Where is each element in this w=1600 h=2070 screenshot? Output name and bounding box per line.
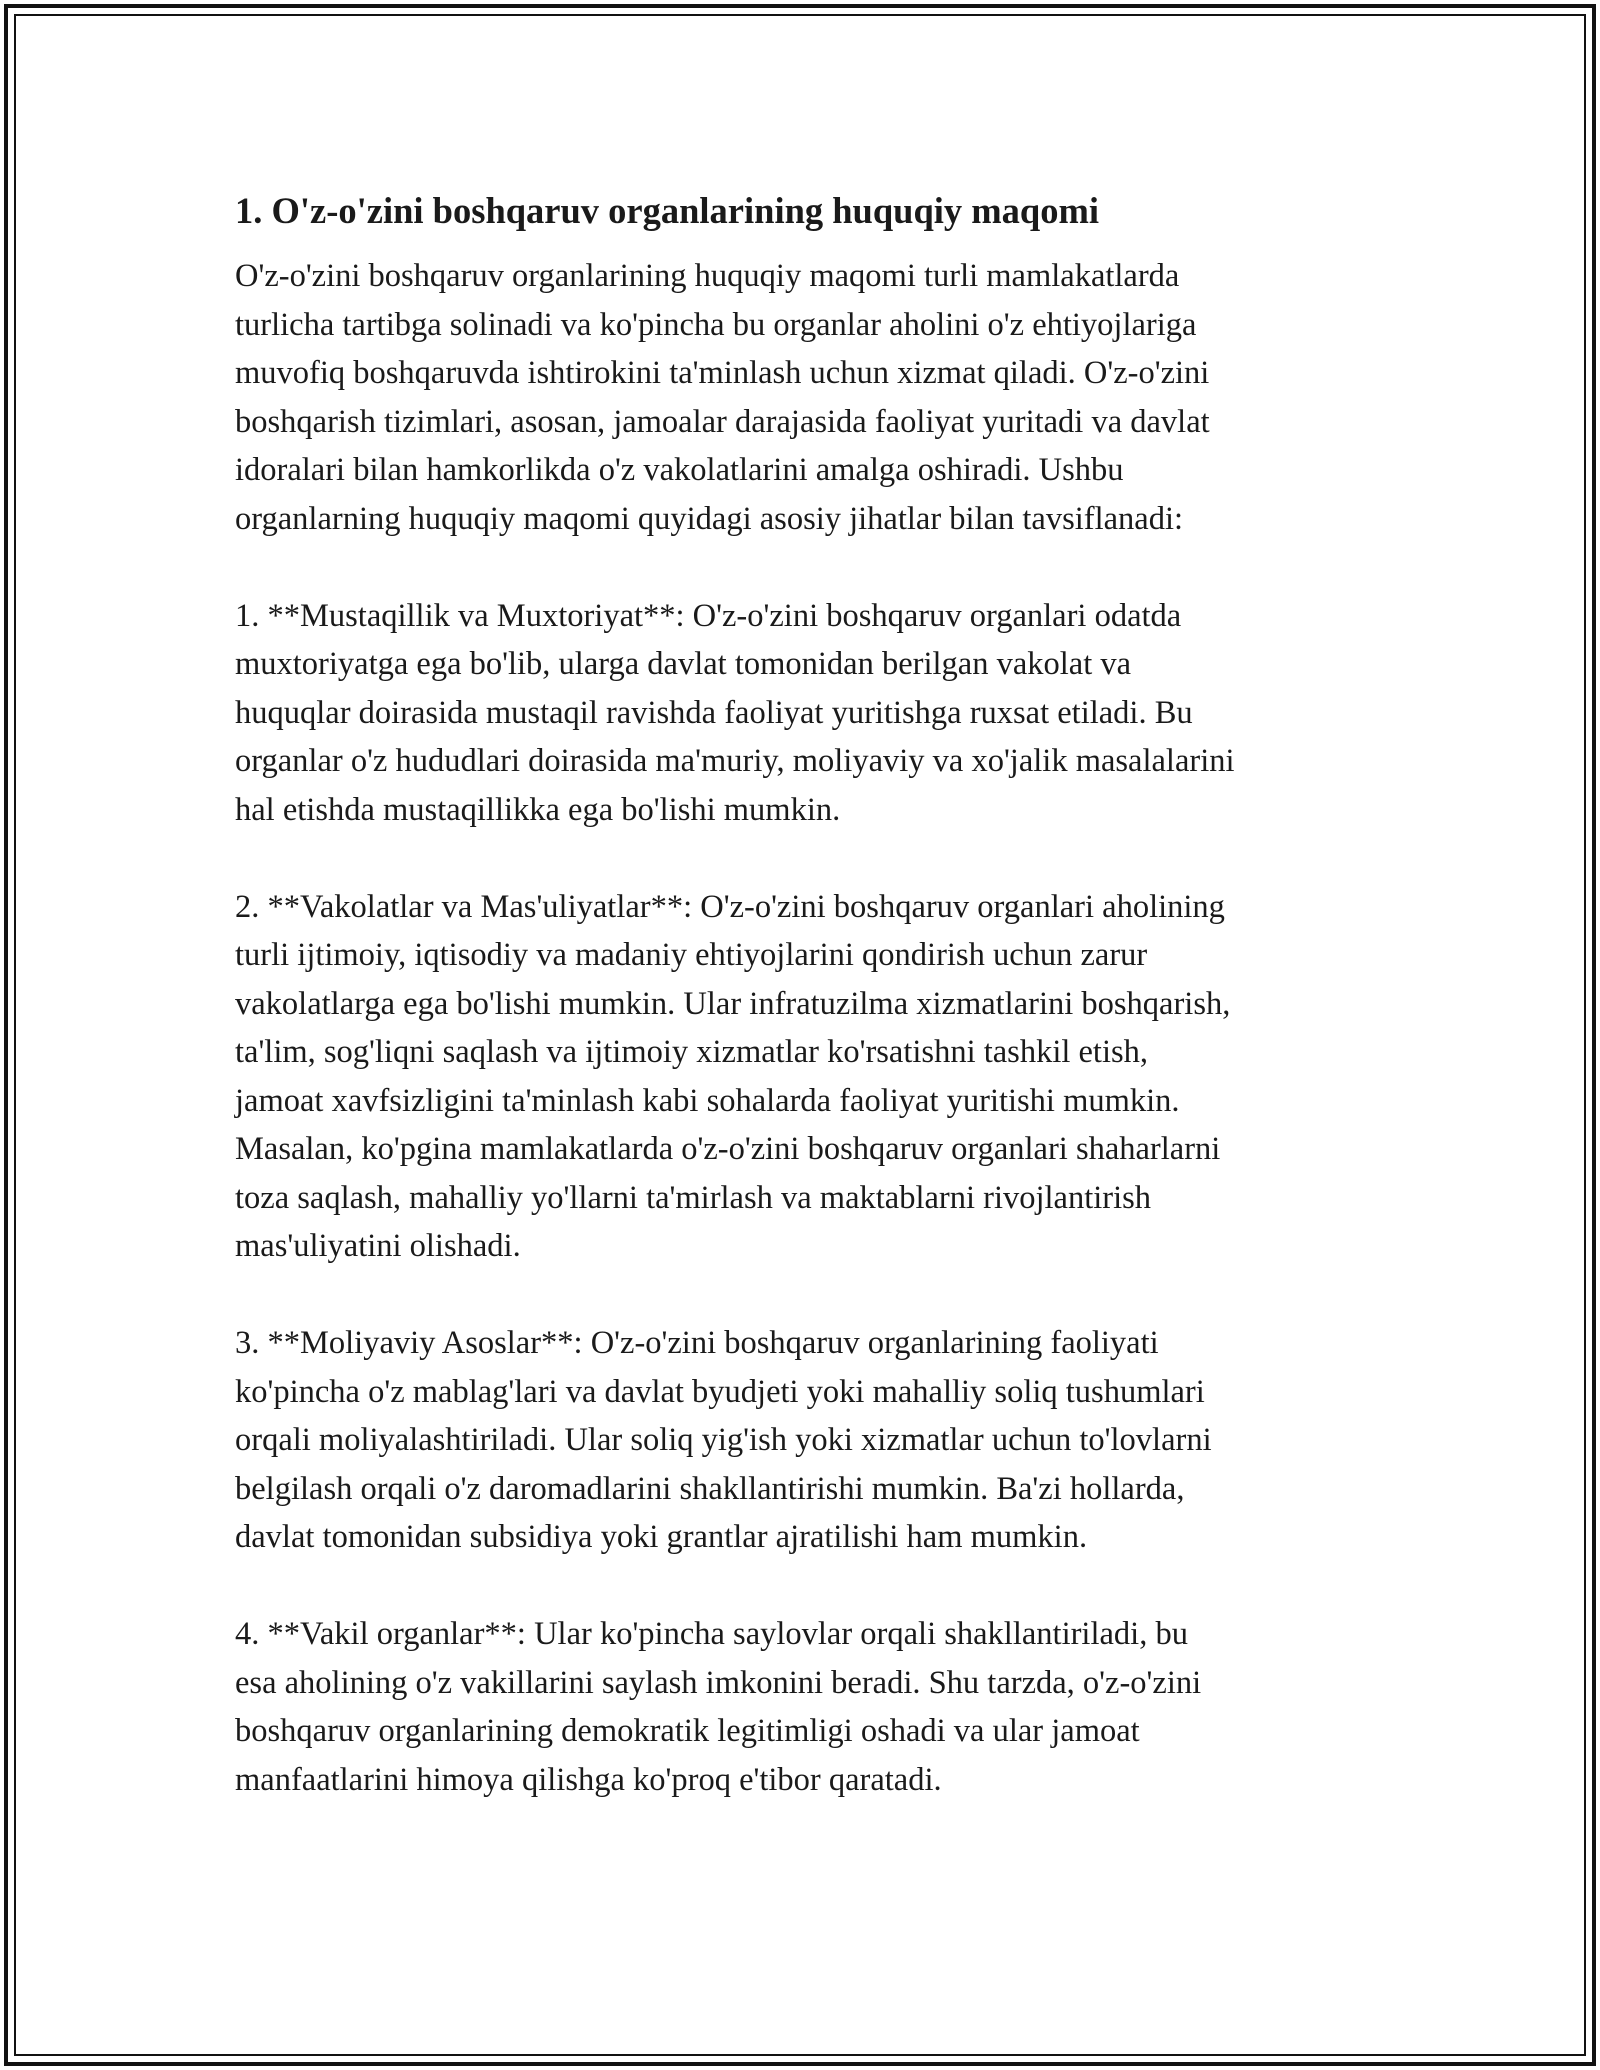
text-line: esa aholining o'z vakillarini saylash imkonini beradi. Shu tarzda, o'z-o'zini [235,1664,1202,1701]
text-line: manfaatlarini himoya qilishga ko'proq e'tibor qaratadi. [235,1761,942,1798]
document-body [235,186,1375,1804]
text-line: jamoat xavfsizligini ta'minlash kabi sohalarda faoliyat yuritishi mumkin. [235,1082,1180,1119]
text-line: ta'lim, sog'liqni saqlash va ijtimoiy xizmatlar ko'rsatishni tashkil etish, [235,1034,1149,1070]
text-line: 1. **Mustaqillik va Muxtoriyat**: O'z-o'zini boshqaruv organlari odatda [235,597,1182,634]
text-line: boshqaruv organlarining demokratik legitimligi oshadi va ular jamoat [235,1713,1140,1749]
text-line: boshqarish tizimlari, asosan, jamoalar darajasida faoliyat yuritadi va davlat [235,403,1210,440]
section-heading: 1. O'z-o'zini boshqaruv organlarining huquqiy maqomi [235,190,1100,231]
text-line: orqali moliyalashtiriladi. Ular soliq yig'ish yoki xizmatlar uchun to'lovlarni [235,1422,1212,1458]
text-line: organlar o'z hududlari doirasida ma'muriy, moliyaviy va xo'jalik masalalarini [235,743,1235,779]
paragraph [235,1610,1375,1804]
text-line: ko'pincha o'z mablag'lari va davlat byudjeti yoki mahalliy soliq tushumlari [235,1373,1205,1410]
text-line: turlicha tartibga solinadi va ko'pincha bu organlar aholini o'z ehtiyojlariga [235,306,1197,343]
text-line: toza saqlash, mahalliy yo'llarni ta'mirlash va maktablarni rivojlantirish [235,1179,1152,1216]
text-line: vakolatlarga ega bo'lishi mumkin. Ular infratuzilma xizmatlarini boshqarish, [235,985,1231,1022]
text-line: O'z-o'zini boshqaruv organlarining huquqiy maqomi turli mamlakatlarda [235,258,1180,294]
text-line: davlat tomonidan subsidiya yoki grantlar ajratilishi ham mumkin. [235,1519,1088,1555]
text-line: muvofiq boshqaruvda ishtirokini ta'minlash uchun xizmat qiladi. O'z-o'zini [235,355,1210,391]
text-line: huquqlar doirasida mustaqil ravishda faoliyat yuritishga ruxsat etiladi. Bu [235,694,1193,731]
text-line: mas'uliyatini olishadi. [235,1228,521,1264]
text-line: 3. **Moliyaviy Asoslar**: O'z-o'zini boshqaruv organlarining faoliyati [235,1325,1159,1361]
paragraph [235,883,1375,1271]
text-line: hal etishda mustaqillikka ega bo'lishi mumkin. [235,791,841,828]
text-line: 2. **Vakolatlar va Mas'uliyatlar**: O'z-o'zini boshqaruv organlari aholining [235,888,1225,925]
text-line: Masalan, ko'pgina mamlakatlarda o'z-o'zini boshqaruv organlari shaharlarni [235,1131,1221,1167]
paragraph [235,252,1375,543]
text-line: 4. **Vakil organlar**: Ular ko'pincha saylovlar orqali shakllantiriladi, bu [235,1616,1188,1652]
text-line: belgilash orqali o'z daromadlarini shakllantirishi mumkin. Ba'zi hollarda, [235,1470,1185,1507]
text-line: turli ijtimoiy, iqtisodiy va madaniy ehtiyojlarini qondirish uchun zarur [235,937,1148,973]
text-line: muxtoriyatga ega bo'lib, ularga davlat tomonidan berilgan vakolat va [235,646,1132,682]
paragraph-list [235,252,1375,1804]
text-line: organlarning huquqiy maqomi quyidagi asosiy jihatlar bilan tavsiflanadi: [235,500,1184,537]
paragraph [235,592,1375,835]
paragraph [235,1319,1375,1562]
text-line: idoralari bilan hamkorlikda o'z vakolatlarini amalga oshiradi. Ushbu [235,452,1124,488]
